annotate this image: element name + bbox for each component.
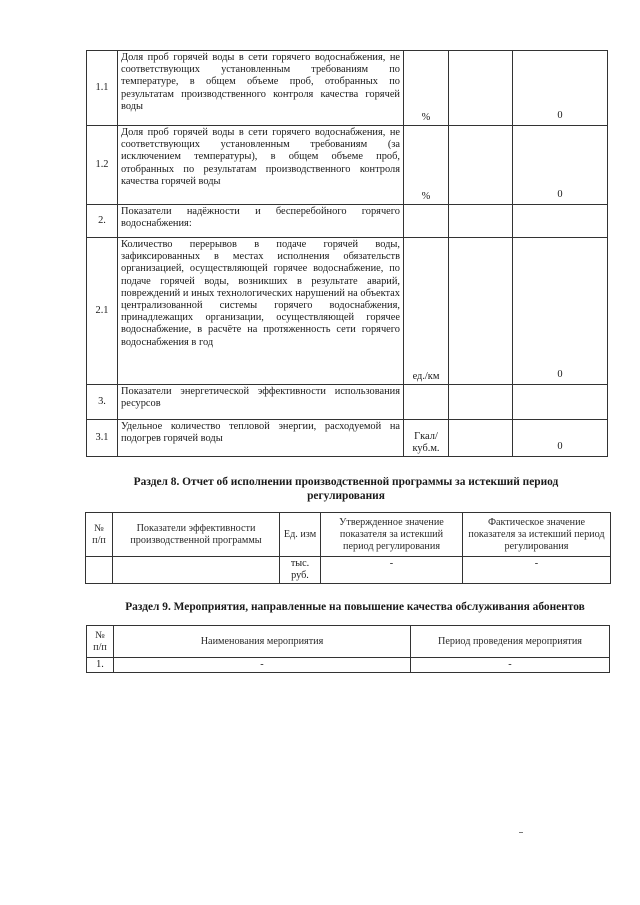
indicator-name: Доля проб горячей воды в сети горячего водоснабжения, не соответствующих установленным требованиям по температуре, в общем объеме проб, отобранных по результатам производственного контроля качества горячей воды <box>118 51 404 126</box>
header-num: № п/п <box>86 513 113 557</box>
section8-title: Раздел 8. Отчет об исполнении производственной программы за истекший период регулирования <box>133 476 559 502</box>
empty-cell <box>449 385 513 420</box>
indicator-value: 0 <box>513 51 608 126</box>
header-period: Период проведения мероприятия <box>411 626 610 658</box>
empty-cell <box>449 205 513 238</box>
indicator-name: Показатели энергетической эффективности использования ресурсов <box>118 385 404 420</box>
row-period: - <box>411 658 610 673</box>
scan-mark <box>519 832 523 833</box>
indicator-name: Показатели надёжности и бесперебойного горячего водоснабжения: <box>118 205 404 238</box>
row-number: 1.2 <box>87 126 118 205</box>
section9-table <box>86 625 610 673</box>
row-number: 2.1 <box>87 238 118 385</box>
row-name <box>113 557 280 584</box>
indicator-value <box>513 385 608 420</box>
table-row <box>87 126 608 205</box>
table-row <box>87 658 610 673</box>
table-row <box>87 51 608 126</box>
indicator-value: 0 <box>513 420 608 457</box>
header-num: № п/п <box>87 626 114 658</box>
indicator-unit <box>404 385 449 420</box>
table-header-row <box>86 513 611 557</box>
row-unit: тыс. руб. <box>280 557 321 584</box>
table-row <box>87 420 608 457</box>
indicator-unit <box>404 205 449 238</box>
header-name: Наименования мероприятия <box>114 626 411 658</box>
indicators-table <box>86 50 608 457</box>
empty-cell <box>449 126 513 205</box>
table-row <box>87 238 608 385</box>
header-approved: Утвержденное значение показателя за истекший период регулирования <box>321 513 463 557</box>
row-number: 2. <box>87 205 118 238</box>
header-actual: Фактическое значение показателя за истекший период регулирования <box>463 513 611 557</box>
indicator-name: Количество перерывов в подаче горячей воды, зафиксированных в местах исполнения обязательств организацией, осуществляющей горячее водоснабжение, по подаче горячей воды, возникших в результате аварий, повреждений и иных технологических нарушений на объектах централизованной системы горячего водоснабжения, принадлежащих организации, осуществляющей горячее водоснабжение, в расчёте на протяженность сети горячего водоснабжения в год <box>118 238 404 385</box>
empty-cell <box>449 420 513 457</box>
row-number: 1.1 <box>87 51 118 126</box>
row-name: - <box>114 658 411 673</box>
header-unit: Ед. изм <box>280 513 321 557</box>
row-number <box>86 557 113 584</box>
header-name: Показатели эффективности производственной программы <box>113 513 280 557</box>
indicator-unit: Гкал/ куб.м. <box>404 420 449 457</box>
empty-cell <box>449 238 513 385</box>
table-header-row <box>87 626 610 658</box>
indicator-value: 0 <box>513 238 608 385</box>
row-number: 3. <box>87 385 118 420</box>
table-row <box>86 557 611 584</box>
indicator-name: Удельное количество тепловой энергии, расходуемой на подогрев горячей воды <box>118 420 404 457</box>
table-row <box>87 385 608 420</box>
section8-table <box>85 512 611 584</box>
indicator-unit: ед./км <box>404 238 449 385</box>
row-actual: - <box>463 557 611 584</box>
indicator-unit: % <box>404 126 449 205</box>
row-number: 3.1 <box>87 420 118 457</box>
indicator-unit: % <box>404 51 449 126</box>
empty-cell <box>449 51 513 126</box>
indicator-value: 0 <box>513 126 608 205</box>
section9-title: Раздел 9. Мероприятия, направленные на повышение качества обслуживания абонентов <box>125 601 585 613</box>
indicator-value <box>513 205 608 238</box>
row-approved: - <box>321 557 463 584</box>
table-row <box>87 205 608 238</box>
indicator-name: Доля проб горячей воды в сети горячего водоснабжения, не соответствующих установленным требованиям (за исключением температуры), в общем объеме проб, отобранных по результатам производственного контроля качества горячей воды <box>118 126 404 205</box>
row-number: 1. <box>87 658 114 673</box>
